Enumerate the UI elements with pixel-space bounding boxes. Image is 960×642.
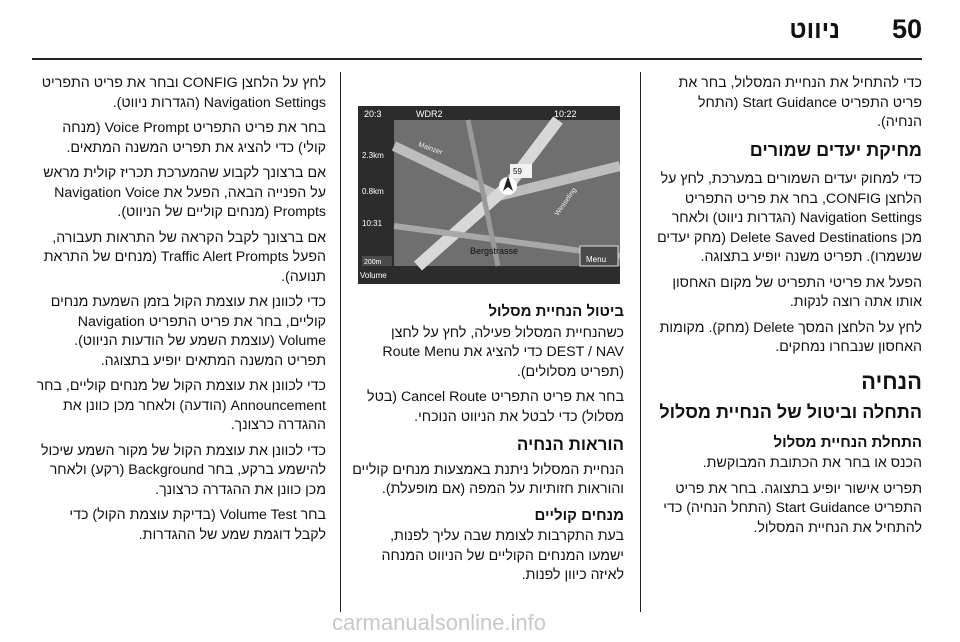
watermark: carmanualsonline.info <box>332 610 547 635</box>
paragraph: הכנס או בחר את הכתובת המבוקשת. <box>702 455 922 471</box>
subsection-heading: ביטול הנחיית מסלול <box>488 303 624 320</box>
chapter-title: ניווט <box>789 16 840 44</box>
page-header <box>0 0 960 60</box>
paragraph: בחר Volume Test (בדיקת עוצמת הקול) כדי לקבל דוגמת שמע של ההגדרות. <box>69 507 326 543</box>
column-divider <box>340 72 341 612</box>
subsection-heading: מנחים קוליים <box>534 506 624 524</box>
paragraph: לחץ על הלחצן המסך Delete (מחק). מקומות האחסון שנבחרו נמחקים. <box>659 319 922 355</box>
paragraph: כשהנחיית המסלול פעילה, לחץ על לחצן DEST / NAV כדי להציג את Route Menu (תפריט מסלולים). <box>382 324 624 380</box>
map-road-label: Mainzer <box>417 141 444 157</box>
subsection-heading: התחלת הנחיית מסלול <box>773 433 922 451</box>
paragraph: הנחיית המסלול ניתנת באמצעות מנחים קוליים והוראות חזותיות על המפה (אם מופעלת). <box>352 461 624 497</box>
map-volume: Volume <box>360 271 387 280</box>
section-heading: מחיקת יעדים שמורים <box>749 139 922 160</box>
page-number: 50 <box>891 14 922 44</box>
paragraph: לחץ על הלחצן CONFIG ובחר את פריט התפריט Navigation Settings (הגדרות ניווט). <box>41 75 326 111</box>
map-distance-2: 0.8km <box>362 187 384 196</box>
map-distance: 2.3km <box>362 151 384 160</box>
paragraph: בעת התקרבות לצומת שבה עליך לפנות, ישמעו המנחים הקוליים של הניווט המנחה לאיזה כיוון לפנות. <box>381 528 624 583</box>
map-time-left: 20:3 <box>364 109 382 119</box>
map-scale: 200m <box>364 259 382 266</box>
paragraph: כדי להתחיל את הנחיית המסלול, בחר את פריט התפריט Start Guidance (התחל הנחיה). <box>678 75 922 130</box>
map-street: Bergstrasse <box>470 246 519 256</box>
paragraph: תפריט אישור יופיע בתצוגה. בחר את פריט התפריט Start Guidance (התחל הנחיה) כדי להתחיל את הנחיית המסלול. <box>663 480 922 536</box>
paragraph: כדי למחוק יעדים השמורים במערכת, לחץ על הלחצן CONFIG, בחר את פריט התפריט Navigation Settings (הגדרות ניווט) ולאחר מכן Delete Saved Destinations (מחק יעדים שנשמרו). תפריט משנה יופיע בתצוגה. <box>657 171 922 265</box>
header-rule <box>32 58 922 60</box>
paragraph: בחר את פריט התפריט Voice Prompt (מנחה קולי) כדי להציג את תפריט המשנה המתאים. <box>62 120 326 156</box>
left-column <box>36 74 326 551</box>
chapter-heading: הנחיה <box>861 368 922 394</box>
paragraph: כדי לכוונן את עוצמת הקול בזמן השמעת מנחים קוליים, בחר את פריט התפריט Navigation Volume (עוצמת השמע של הודעות הניווט). תפריט המשנה המתאים יופיע בתצוגה. <box>50 294 326 369</box>
paragraph: אם ברצונך לקבל הקראה של התראות תעבורה, הפעל Traffic Alert Prompts (מנחים של התראת תנועה). <box>43 229 326 285</box>
paragraph: הפעל את פריטי התפריט של מקום האחסון אותו אתה רוצה לנקות. <box>672 274 922 310</box>
middle-column <box>352 300 624 592</box>
map-road-number: 59 <box>513 167 522 176</box>
column-divider <box>640 72 641 612</box>
map-menu: Menu <box>586 255 607 264</box>
section-heading: התחלה וביטול של הנחיית מסלול <box>659 402 922 422</box>
map-illustration <box>358 106 620 284</box>
right-column <box>652 74 922 544</box>
map-station: WDR2 <box>416 109 443 119</box>
paragraph: בחר את פריט התפריט Cancel Route (בטל מסלול) כדי לבטל את הניווט הנוכחי. <box>367 389 624 425</box>
section-heading: הוראות הנחיה <box>516 435 624 454</box>
map-time-right: 10:22 <box>554 109 577 119</box>
paragraph: כדי לכוונן את עוצמת הקול של מקור השמע שיכול להישמע ברקע, בחר Background (רקע) ולאחר מכן כוונן את ההגדרה כרצונך. <box>40 442 326 498</box>
map-clock: 10:31 <box>362 219 383 228</box>
paragraph: אם ברצונך לקבוע שהמערכת תכריז קולית מראש על הפנייה הבאה, הפעל את Navigation Voice Prompts (מנחים קוליים של הניווט). <box>43 165 326 220</box>
navigation-map-screenshot <box>358 106 620 284</box>
map-poi-label: Wesseling <box>553 186 579 218</box>
paragraph: כדי לכוונן את עוצמת הקול של מנחים קוליים, בחר Announcement (הודעה) ולאחר מכן כוונן את ההגדרה כרצונך. <box>36 378 326 433</box>
